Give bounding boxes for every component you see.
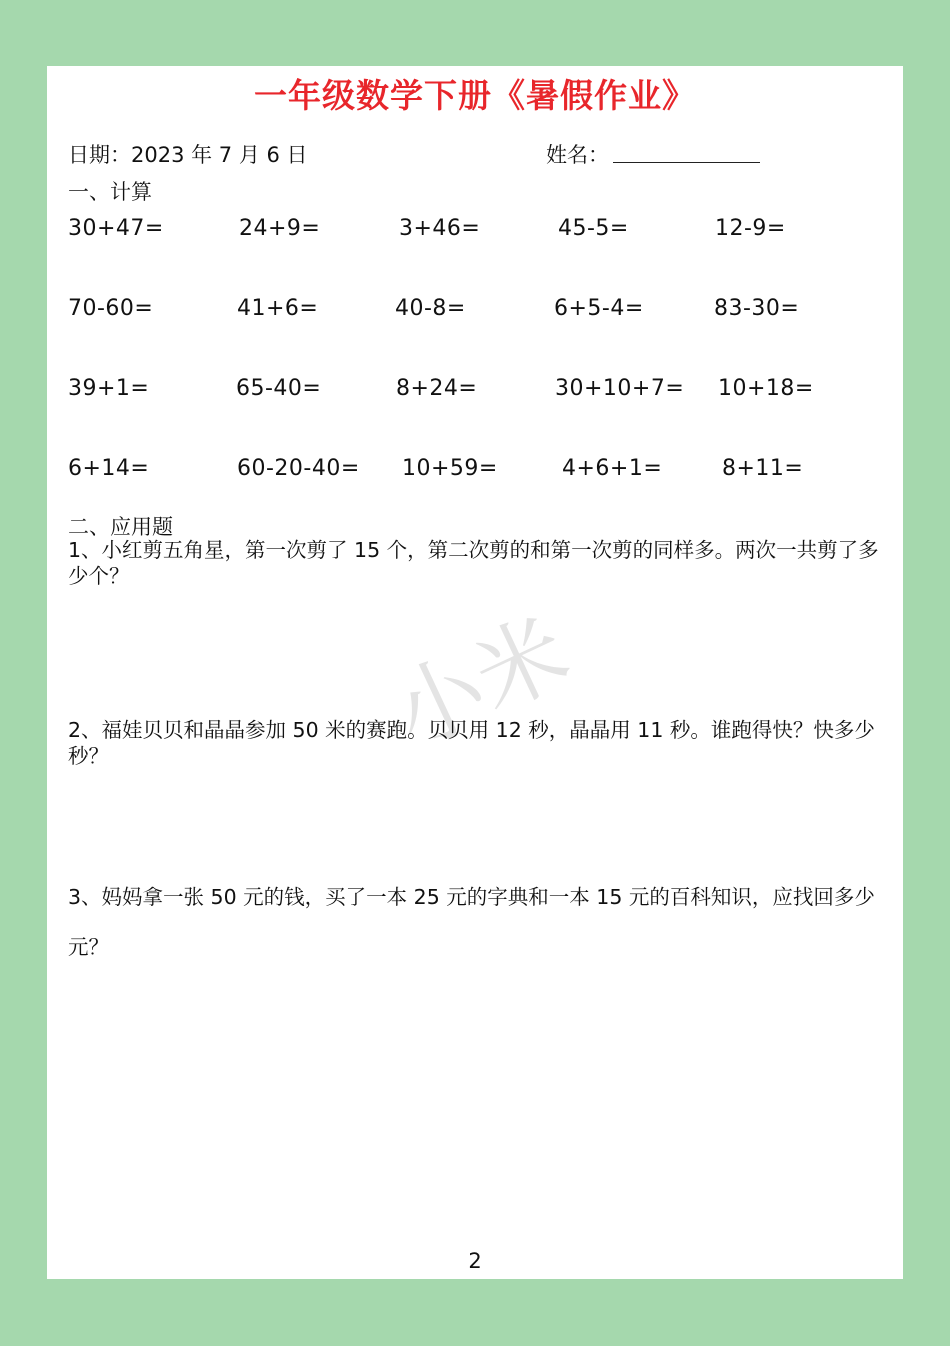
calc-item: 4+6+1= (562, 456, 663, 481)
calc-item: 8+24= (396, 376, 478, 401)
calc-item: 39+1= (68, 376, 150, 401)
calc-item: 10+59= (402, 456, 498, 481)
calc-item: 65-40= (236, 376, 322, 401)
calc-item: 60-20-40= (237, 456, 360, 481)
calc-item: 8+11= (722, 456, 804, 481)
word-problem-2: 2、福娃贝贝和晶晶参加 50 米的赛跑。贝贝用 12 秒，晶晶用 11 秒。谁跑得快？快多少秒？ (68, 718, 875, 768)
section-title-word-problems: 二、应用题 (68, 515, 173, 539)
calc-item: 12-9= (715, 216, 786, 241)
name-blank-line[interactable] (613, 162, 760, 163)
page-number: 2 (468, 1249, 482, 1273)
calc-item: 6+5-4= (554, 296, 644, 321)
word-problem-3: 3、妈妈拿一张 50 元的钱，买了一本 25 元的字典和一本 15 元的百科知识，应找回多少元？ (68, 885, 875, 959)
word-problem-1: 1、小红剪五角星，第一次剪了 15 个，第二次剪的和第一次剪的同样多。两次一共剪了多少个？ (68, 538, 879, 588)
watermark: 小米 (376, 598, 585, 770)
calc-row-3 (47, 376, 903, 404)
calc-item: 3+46= (399, 216, 481, 241)
calc-item: 83-30= (714, 296, 800, 321)
calc-item: 70-60= (68, 296, 154, 321)
calc-item: 30+47= (68, 216, 164, 241)
page-title: 一年级数学下册《暑假作业》 (254, 76, 696, 115)
worksheet-page (47, 66, 903, 1279)
date-label: 日期：2023 年 7 月 6 日 (68, 143, 308, 167)
calc-row-1 (47, 216, 903, 244)
name-label: 姓名： (546, 143, 609, 167)
section-title-calculation: 一、计算 (68, 180, 152, 204)
calc-row-2 (47, 296, 903, 324)
calc-item: 40-8= (395, 296, 466, 321)
calc-item: 6+14= (68, 456, 150, 481)
calc-item: 41+6= (237, 296, 319, 321)
calc-row-4 (47, 456, 903, 484)
calc-item: 45-5= (558, 216, 629, 241)
calc-item: 24+9= (239, 216, 321, 241)
calc-item: 10+18= (718, 376, 814, 401)
calc-item: 30+10+7= (555, 376, 685, 401)
